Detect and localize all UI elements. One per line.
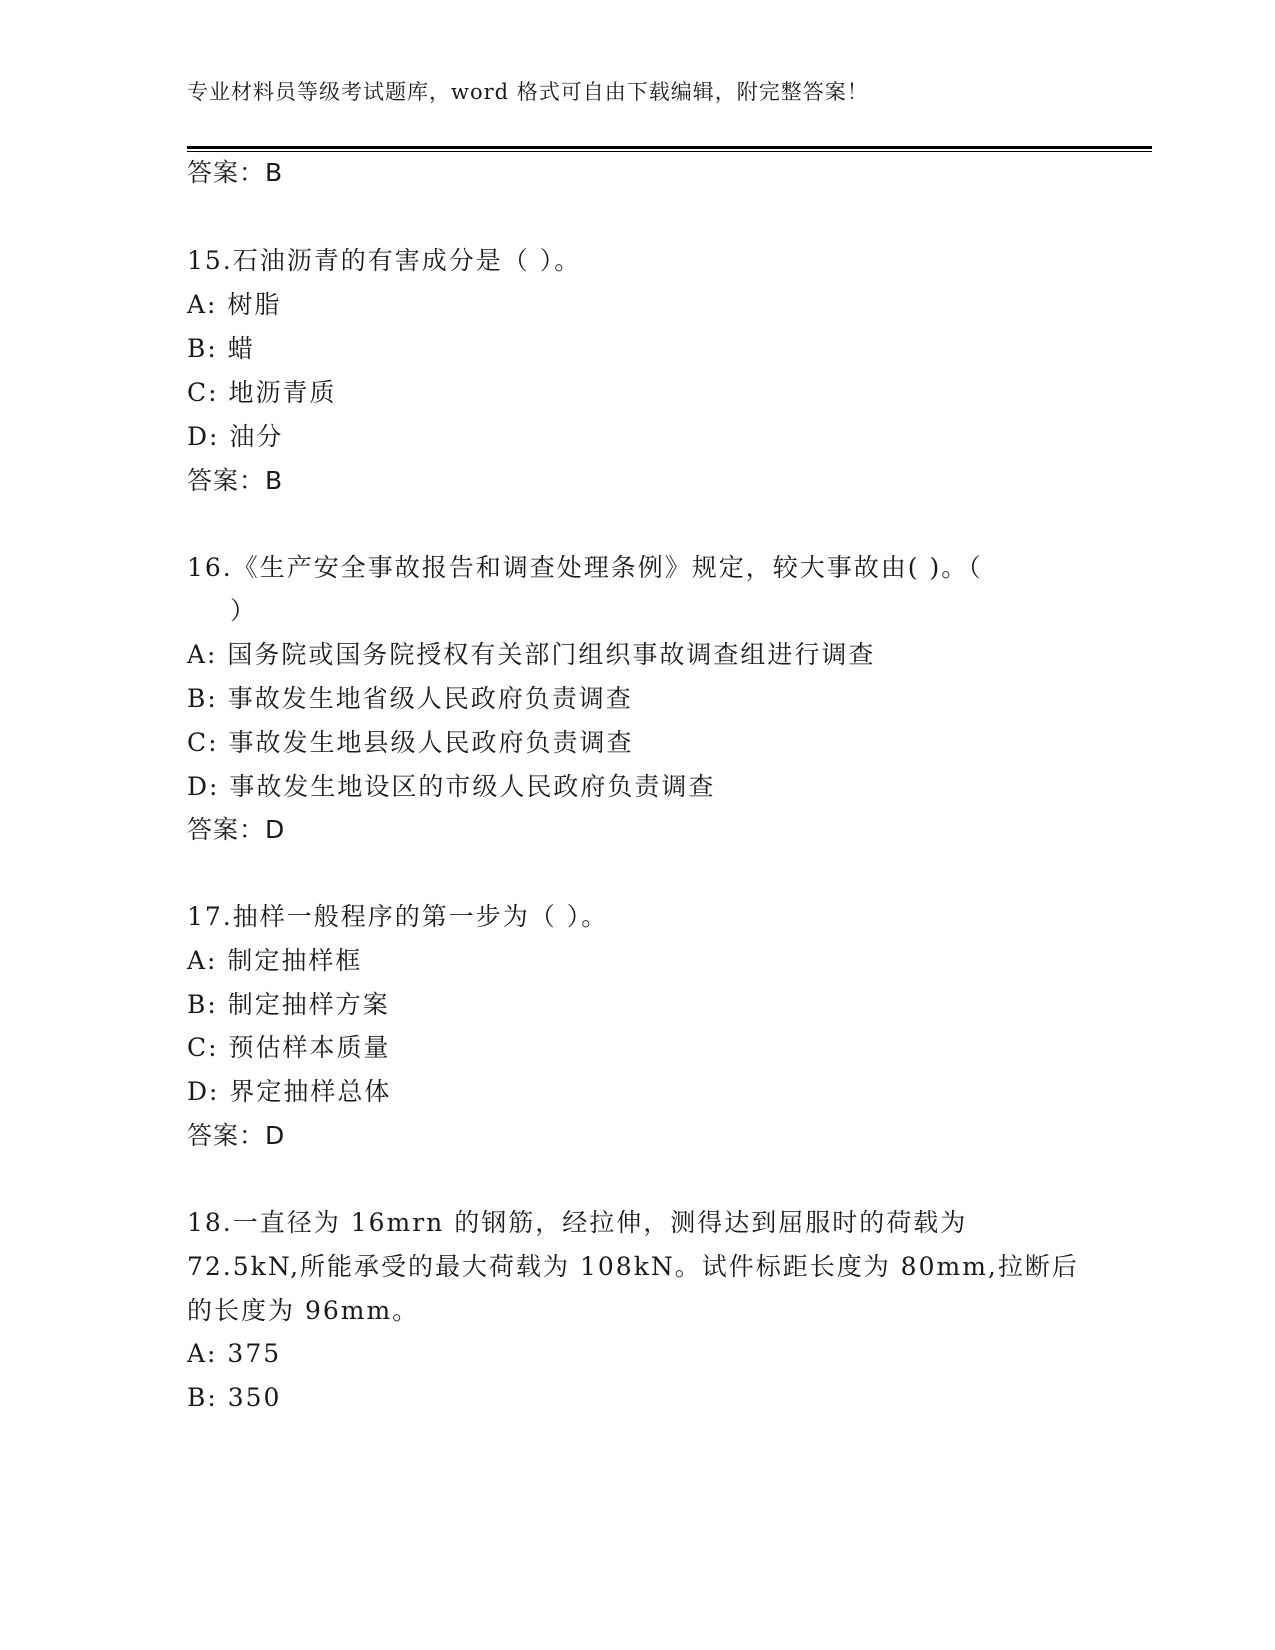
question-16-stem: 16.《生产安全事故报告和调查处理条例》规定，较大事故由( )。（	[187, 553, 983, 582]
question-15-stem: 15.石油沥青的有害成分是（ ）。	[187, 246, 582, 275]
question-17-option-c: C: 预估样本质量	[187, 1033, 391, 1062]
answer-line-q16: 答案：D	[187, 815, 286, 844]
question-18-stem-line-2: 72.5kN,所能承受的最大荷载为 108kN。试件标距长度为 80mm,拉断后	[187, 1252, 1079, 1281]
page-header: 专业材料员等级考试题库，word 格式可自由下载编辑，附完整答案！	[187, 80, 869, 104]
answer-line-q15: 答案：B	[187, 466, 284, 495]
question-15-option-d: D: 油分	[187, 422, 284, 451]
question-18-stem-line-1: 18.一直径为 16mrn 的钢筋，经拉伸，测得达到屈服时的荷载为	[187, 1208, 968, 1237]
question-16-option-b: B: 事故发生地省级人民政府负责调查	[187, 684, 633, 713]
question-15-option-b: B: 蜡	[187, 334, 255, 363]
question-16-option-d: D: 事故发生地设区的市级人民政府负责调查	[187, 772, 716, 801]
answer-line-q17: 答案：D	[187, 1121, 286, 1150]
question-17-option-d: D: 界定抽样总体	[187, 1077, 392, 1106]
question-18-option-a: A: 375	[187, 1339, 282, 1368]
question-17-option-a: A: 制定抽样框	[187, 946, 363, 975]
header-rule-thick	[187, 146, 1152, 149]
question-15-option-c: C: 地沥青质	[187, 378, 337, 407]
question-18-option-b: B: 350	[187, 1383, 282, 1412]
question-16-option-c: C: 事故发生地县级人民政府负责调查	[187, 728, 634, 757]
header-rule-thin	[187, 151, 1152, 152]
question-17-stem: 17.抽样一般程序的第一步为（ ）。	[187, 902, 609, 931]
question-15-option-a: A: 树脂	[187, 290, 282, 319]
question-16-option-a: A: 国务院或国务院授权有关部门组织事故调查组进行调查	[187, 640, 876, 669]
question-18-stem-line-3: 的长度为 96mm。	[187, 1296, 420, 1325]
question-17-option-b: B: 制定抽样方案	[187, 990, 390, 1019]
answer-line-q14: 答案：B	[187, 158, 284, 187]
question-16-stem-cont: ）	[230, 596, 258, 625]
